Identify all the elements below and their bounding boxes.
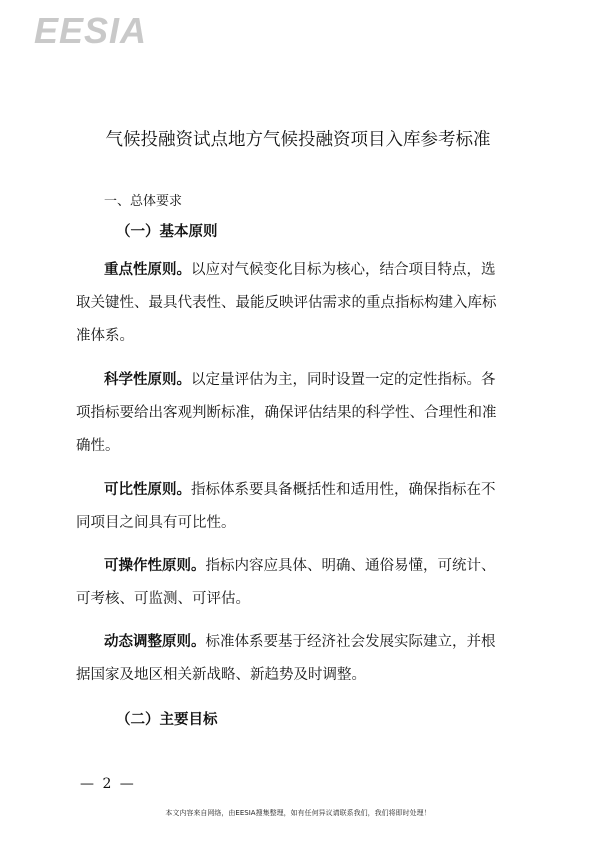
subhead-main-goals: （二）主要目标	[116, 712, 218, 728]
principle-paragraph	[76, 474, 522, 540]
paragraph-first-line: 可比性原则。指标体系要具备概括性和适用性，确保指标在不	[104, 482, 496, 498]
principle-lead: 可比性原则。	[104, 482, 191, 498]
principle-lead: 可操作性原则。	[104, 558, 206, 574]
paragraph-line: 可考核、可监测、可评估。	[76, 591, 250, 607]
paragraph-first-line: 科学性原则。以定量评估为主，同时设置一定的定性指标。各	[104, 372, 496, 388]
paragraph-first-line: 可操作性原则。指标内容应具体、明确、通俗易懂，可统计、	[104, 558, 496, 574]
paragraph-line: 取关键性、最具代表性、最能反映评估需求的重点指标构建入库标	[76, 295, 497, 311]
document-title: 气候投融资试点地方气候投融资项目入库参考标准	[105, 130, 491, 150]
page-number: — 2 —	[80, 776, 136, 792]
paragraph-first-line: 重点性原则。以应对气候变化目标为核心，结合项目特点，选	[104, 262, 496, 278]
principle-paragraph	[76, 550, 522, 616]
principle-paragraph	[76, 626, 522, 692]
principle-paragraph	[76, 254, 522, 353]
section-heading: 一、总体要求	[104, 194, 183, 209]
paragraph-first-line: 动态调整原则。标准体系要基于经济社会发展实际建立，并根	[104, 634, 496, 650]
paragraph-line: 准体系。	[76, 328, 134, 344]
subhead-basic-principles: （一）基本原则	[116, 224, 218, 240]
principle-lead: 动态调整原则。	[104, 634, 206, 650]
paragraph-line: 据国家及地区相关新战略、新趋势及时调整。	[76, 667, 366, 683]
paragraph-line: 项指标要给出客观判断标准，确保评估结果的科学性、合理性和准	[76, 405, 497, 421]
footer-disclaimer: 本文内容来自网络，由EESIA搜集整理，如有任何异议请联系我们，我们将即时处理！	[165, 809, 431, 817]
paragraph-line: 确性。	[76, 438, 120, 454]
principle-paragraph	[76, 364, 522, 463]
eesia-logo: EESIA	[34, 10, 148, 51]
principle-lead: 重点性原则。	[104, 262, 191, 278]
principle-lead: 科学性原则。	[104, 372, 191, 388]
paragraph-line: 同项目之间具有可比性。	[76, 515, 236, 531]
